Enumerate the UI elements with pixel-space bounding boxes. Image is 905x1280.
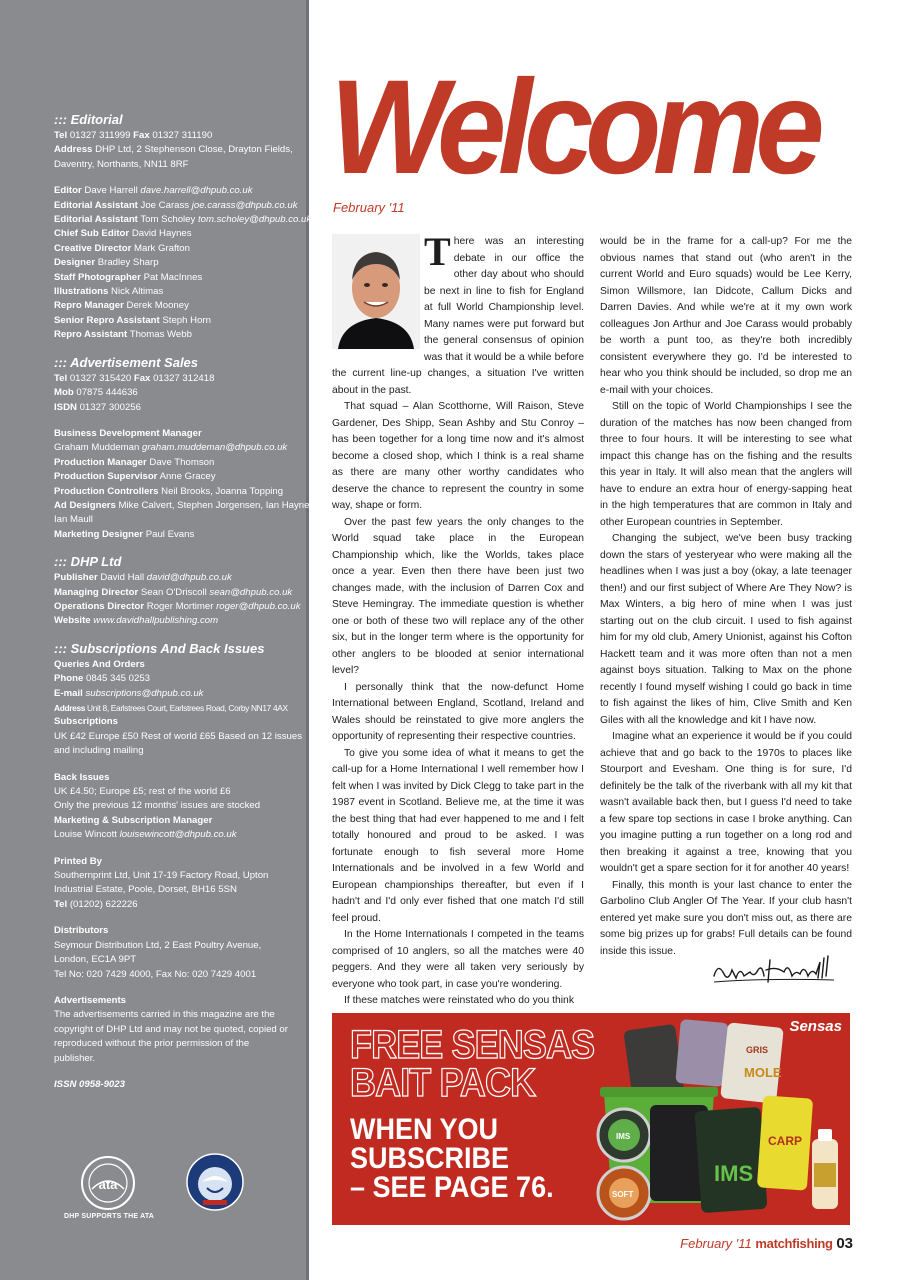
advertisements-notice: The advertisements carried in this magazine are the copyright of DHP Ltd and may not be quoted, copied or reproduced without the prior permission of the publisher. [54,1009,288,1064]
ads-staff-list [54,456,292,499]
bait-pack-products-icon [594,1013,850,1225]
publisher-name: David Hall [100,572,145,584]
publisher-email[interactable]: david@dhpub.co.uk [146,572,232,584]
paragraph: In the Home Internationals I competed in the teams comprised of 10 anglers, so all the matches were 40 peggers. And they were all taken very seriously by everyone who took part, in case you're wondering. [332,929,584,990]
staff-line [54,256,292,270]
mob-label: Mob [54,387,74,399]
od-role: Operations Director [54,600,145,612]
subscription-advert[interactable] [332,1013,850,1225]
staff-role: Senior Repro Assistant [54,314,160,326]
staff-role: Repro Assistant [54,329,128,341]
editorial-tel: 01327 311999 [69,130,131,141]
issn: ISSN 0958-9023 [54,1078,125,1090]
ata-logo-icon [80,1155,136,1211]
ad-headline-2: BAIT PACK [350,1061,536,1105]
md-name: Sean O'Driscoll [140,586,207,598]
staff-name: Anne Gracey [159,471,216,483]
bdm-role: Business Development Manager [54,427,202,439]
footer-magazine-name: matchfishing [755,1236,833,1251]
footer-date: February '11 [680,1236,752,1251]
bdm-name: Graham Muddeman [54,442,140,454]
back-issues-label: Back Issues [54,771,110,783]
staff-name: Pat MacInnes [143,271,203,283]
paragraph: Imagine what an experience it would be if you could achieve that and go back to the 1970s to places like Stourport and Evesham. One thing is for sure, I'd definitely be the talk of the riverbank with all my kit that wasn't available back then, but I guess I'd need to take a few spare top sections in case I broke anything. Can you imagine putting a run together on a long rod and then breaking it against a tree, knowing that you wouldn't get a spare section for it for another 40 years! [600,731,852,874]
article-column-1 [332,229,584,1010]
page-title: Welcome [330,53,817,202]
staff-name: David Haynes [131,228,192,240]
ads-tel: 01327 315420 [69,372,132,384]
staff-role: Creative Director [54,242,132,254]
tel-label: Tel [54,372,68,384]
queries-label: Queries And Orders [54,658,145,670]
staff-name: Thomas Webb [129,329,192,341]
staff-name: Dave Thomson [149,456,215,468]
staff-line [54,271,292,285]
distributors-section [54,924,292,982]
editorial-address-2: Daventry, Northants, NN11 8RF [54,158,189,170]
ad-designers-role: Ad Designers [54,499,116,511]
editor-signature-icon [710,948,840,988]
issue-date: February '11 [333,200,405,215]
back-issues-note: Only the previous 12 months' issues are stocked [54,800,261,812]
marketing-role: Marketing Designer [54,528,144,540]
ad-sales-heading: ::: Advertisement Sales [54,354,199,370]
staff-role: Staff Photographer [54,271,141,283]
staff-email[interactable]: joe.carass@dhpub.co.uk [191,199,298,211]
bag-label: GRIS [746,1045,769,1055]
msm-role: Marketing & Subscription Manager [54,814,213,826]
wildlife-badge-icon [185,1152,245,1212]
subscriptions-label: Subscriptions [54,716,118,728]
paragraph: To give you some idea of what it means to get the call-up for a Home International I well remember how I felt when I was invited by Dick Clegg to take part in the 1987 event in Scotland. Believe me, at the time it was the best thing that had ever happened to me and I felt totally honoured and proud to be asked. I was fortunate enough to fish several more Home Internationals and be involved in a few World and European championships thereafter, but even if I hadn't and I'd only ever fished that one match I'd still feel proud. [332,747,584,924]
svg-text:ata: ata [98,1177,118,1192]
staff-name: Mark Grafton [134,242,190,254]
ad-subhead-3: – SEE PAGE 76. [350,1171,554,1204]
staff-name: Steph Horn [162,314,211,326]
staff-line [54,328,292,342]
article-column-2 [600,234,852,960]
editorial-heading: ::: Editorial [54,112,123,127]
staff-line [54,285,292,299]
fax-label: Fax [133,130,150,141]
distributor-phone: Tel No: 020 7429 4000, Fax No: 020 7429 4001 [54,968,257,980]
page-number: 03 [836,1235,853,1252]
advertisements-section [54,994,292,1066]
md-email[interactable]: sean@dhpub.co.uk [209,586,293,598]
tel-label: Tel [54,898,68,910]
paragraph: I personally think that the now-defunct Home International between England, Scotland, Ireland and Wales should be reinstated to give more anglers the opportunity of representing their respective countries. [332,681,584,742]
editorial-article [332,229,852,1006]
tub-label: IMS [616,1132,631,1141]
printer-address: Southernprint Ltd, Unit 17-19 Factory Road, Upton [54,870,269,882]
staff-name: Nick Altimas [111,286,164,298]
staff-line [54,199,298,213]
md-role: Managing Director [54,586,139,598]
staff-line [54,470,292,484]
paragraph: That squad – Alan Scotthorne, Will Raison, Steve Gardener, Des Shipp, Sean Ashby and Stu Conroy – has been together for a long time now and it's almost become a closed shop, which I think is a real shame as there are many other worthy candidates who deserve the chance to represent the country in some way, shape or form. [332,401,584,511]
printer-tel: (01202) 622226 [69,898,138,910]
tel-label: Tel [54,130,68,141]
editorial-section [54,112,312,343]
isdn-label: ISDN [54,401,77,413]
staff-role: Editor [54,185,82,197]
paragraph: Over the past few years the only changes to the World squad take place in the European Championship which, like the Worlds, takes place once a year. Even then there have been just two changes made, with the inclusion of Darren Cox and Steve Hemingray. The immediate question is whether one or both of these two will replace any of the other six, but in the longer term where is the opportunity for other anglers to be blooded at senior international level? [332,516,584,676]
printed-by-heading: Printed By [54,855,102,867]
staff-role: Repro Manager [54,300,124,312]
drop-cap: T [424,229,451,274]
bag-label: MOLE [744,1065,782,1080]
sidebar-divider [306,0,309,1280]
staff-line [54,456,292,470]
ad-brand-logo: Sensas [789,1018,842,1035]
marketing-name: Paul Evans [145,528,195,540]
paragraph: here was an interesting debate in our office the other day about who should be next in line to fish for England at full World Championship level. Many names were put forward but the general consensus of opinion was that it would be a while before the current line-up changes, a situation I've written about in the past. [332,236,584,396]
msm-email[interactable]: louisewincott@dhpub.co.uk [119,829,237,841]
advertisements-heading: Advertisements [54,994,126,1006]
paragraph: would be in the frame for a call-up? For me the obvious names that stand out (who aren't in the current World and Euro squads) would be Lee Kerry, Simon Willsmore, Ian Didcote, Callum Dicks and Darren Davies. And while we're at it my own work colleagues Jon Arthur and Joe Carass would probably be worth a punt too, as they're both incredibly consistent everywhere they go. I'd be interested to hear who you think should be included, so drop me an e-mail with your choices. [600,236,852,396]
dhp-heading: ::: DHP Ltd [54,554,122,570]
phone-label: Phone [54,673,84,685]
ads-fax: 01327 312418 [153,372,215,384]
staff-line [54,314,292,328]
ad-subhead-2: SUBSCRIBE [350,1142,510,1175]
paragraph: Still on the topic of World Championships I see the duration of the matches has now been changed from three to four hours. It will be interesting to see what impact this change has on the fishing and the results this year in Italy. It will also mean that the anglers will have to endure an extra hour of energy-sapping heat in the high temperatures that are common in Italy and other European countries in September. [600,401,852,528]
printer-address-2: Industrial Estate, Poole, Dorset, BH16 5SN [54,884,237,896]
editorial-staff-list [54,184,312,342]
website-label: Website [54,615,91,627]
staff-role: Designer [54,257,96,269]
back-issues-prices: UK £4.50; Europe £5; rest of the world £6 [54,786,231,798]
subs-phone: 0845 345 0253 [86,673,151,685]
subscriptions-prices-2: and including mailing [54,745,144,757]
staff-role: Chief Sub Editor [54,228,130,240]
tub-label: SOFT [612,1190,634,1199]
ad-designers-names: Mike Calvert, Stephen Jorgensen, Ian Haynes, [118,499,317,511]
address-label: Address [54,144,93,156]
bdm-email[interactable]: graham.muddeman@dhpub.co.uk [142,442,288,454]
distributors-heading: Distributors [54,925,109,937]
paragraph: Changing the subject, we've been busy tracking down the stars of yesteryear who were making all the headlines when I was just a boy (okay, a late teenager then!) and our first subject of Where Are They Now? is Max Winters, a big hero of mine when I was just starting out on the club circuit. I used to fish against him for my old club, Amery Unionist, against his Cofton Hackett team and it was more often than not a men against boys situation. Talking to Max on the phone recently I found myself wishing I could go back in time to fish against the likes of him, Clive Smith and Ken Giles with all the knowledge and kit I have now. [600,533,852,726]
staff-name: Derek Mooney [126,300,189,312]
ads-mob: 07875 444636 [76,387,138,399]
fax-label: Fax [133,372,151,384]
staff-line [54,485,292,499]
paragraph: If these matches were reinstated who do you think [344,995,574,1006]
staff-role: Editorial Assistant [54,199,138,211]
staff-name: Tom Scholey [140,214,196,226]
staff-line [54,242,292,256]
address-label: Address [54,703,86,713]
subs-email[interactable]: subscriptions@dhpub.co.uk [85,687,204,699]
staff-line [54,184,292,198]
subs-address: Unit 8, Earlstrees Court, Earlstrees Road, Corby NN17 4AX [87,703,288,713]
staff-name: Dave Harrell [84,185,138,197]
masthead-credits [54,112,317,1092]
staff-name: Bradley Sharp [97,257,159,269]
staff-name: Joe Carass [140,199,190,211]
printed-by-section [54,855,292,913]
staff-role: Editorial Assistant [54,214,138,226]
editorial-fax: 01327 311190 [152,130,213,141]
page-footer [680,1235,853,1252]
dhp-section [54,554,301,629]
subscriptions-heading: ::: Subscriptions And Back Issues [54,640,265,656]
msm-name: Louise Wincott [54,829,117,841]
website-link[interactable]: www.davidhallpublishing.com [93,615,219,627]
email-label: E-mail [54,687,83,699]
staff-line [54,227,292,241]
staff-role: Production Manager [54,456,147,468]
distributor-address: Seymour Distribution Ltd, 2 East Poultry Avenue, [54,939,262,951]
distributor-address-2: London, EC1A 9PT [54,954,137,966]
staff-role: Production Controllers [54,485,159,497]
publisher-role: Publisher [54,572,98,584]
staff-line [54,213,312,227]
od-email[interactable]: roger@dhpub.co.uk [216,600,301,612]
ads-isdn: 01327 300256 [79,401,141,413]
editorial-address: DHP Ltd, 2 Stephenson Close, Drayton Fields, [95,144,293,156]
ad-designers-names-2: Ian Maull [54,514,93,526]
ad-headline: FREE SENSAS [350,1023,595,1067]
staff-role: Illustrations [54,286,109,298]
bag-label: IMS [714,1161,754,1186]
staff-role: Production Supervisor [54,471,158,483]
staff-name: Neil Brooks, Joanna Topping [161,485,284,497]
od-name: Roger Mortimer [146,600,214,612]
subscriptions-section [54,640,302,843]
staff-email[interactable]: tom.scholey@dhpub.co.uk [197,214,312,226]
paragraph: Finally, this month is your last chance to enter the Garbolino Club Angler Of The Year. If your club hasn't entered yet make sure you don't miss out, as there are some big prizes up for grabs! Full details can be found inside this issue. [600,879,852,957]
ad-sales-section [54,354,317,542]
bag-label: CARP [768,1134,803,1148]
ata-caption: DHP SUPPORTS THE ATA [63,1213,155,1220]
subscriptions-prices: UK £42 Europe £50 Rest of world £65 Based on 12 issues [54,730,302,742]
staff-line [54,299,292,313]
staff-email[interactable]: dave.harrell@dhpub.co.uk [140,185,253,197]
ad-subhead: WHEN YOU [350,1113,499,1146]
